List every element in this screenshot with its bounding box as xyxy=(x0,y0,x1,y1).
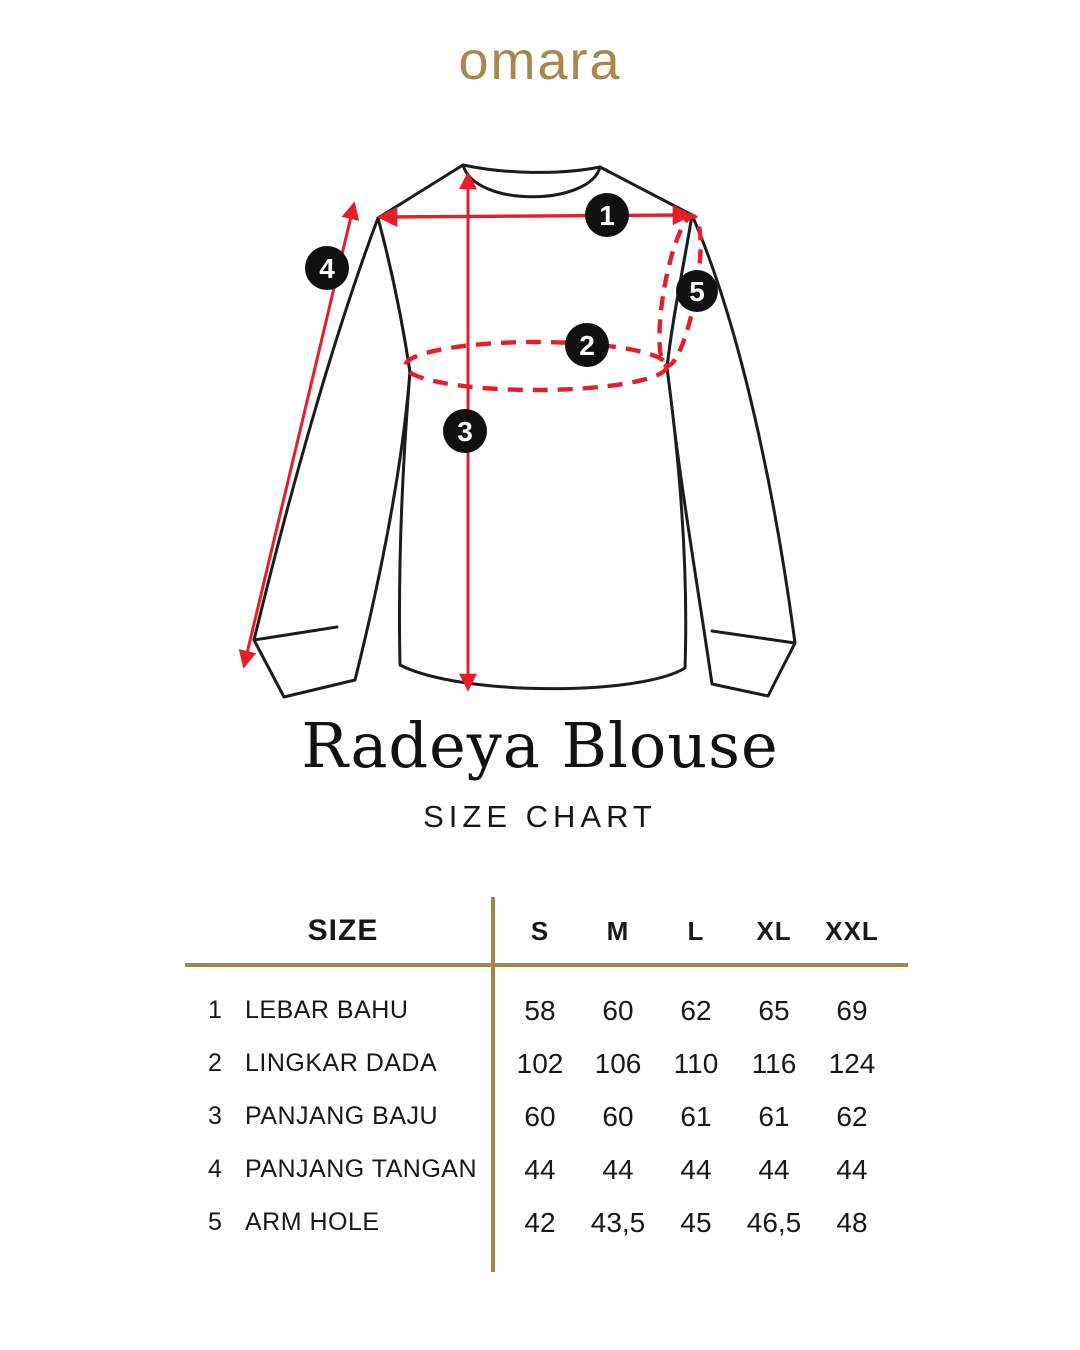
shoulder-width-arrow xyxy=(380,215,690,217)
size-value: 43,5 xyxy=(590,1206,646,1238)
badge-number-2: 2 xyxy=(579,330,595,361)
size-col-header-s: S xyxy=(530,915,550,946)
badge-number-1: 1 xyxy=(599,200,615,231)
badge-number-5: 5 xyxy=(689,276,705,307)
size-value: 124 xyxy=(828,1047,876,1079)
size-value: 60 xyxy=(524,1100,556,1132)
measurement-badge-3 xyxy=(443,409,487,453)
size-value: 42 xyxy=(524,1206,556,1238)
left-sleeve xyxy=(254,218,410,697)
row-number: 2 xyxy=(208,1049,222,1077)
size-value: 44 xyxy=(524,1153,556,1185)
size-value: 58 xyxy=(524,994,556,1026)
size-col-header-l: L xyxy=(687,915,705,946)
table-row-lingkar-dada xyxy=(185,1037,908,1090)
product-title: Radeya Blouse xyxy=(301,709,779,782)
row-label-cell xyxy=(185,996,501,1025)
size-value: 60 xyxy=(602,1100,634,1132)
size-table-body xyxy=(185,984,908,1249)
table-row-panjang-tangan xyxy=(185,1143,908,1196)
measurement-badge-2 xyxy=(565,323,609,367)
row-label-cell xyxy=(185,1102,501,1131)
chart-subtitle: SIZE CHART xyxy=(423,799,657,834)
size-value: 62 xyxy=(836,1100,868,1132)
size-value: 65 xyxy=(758,994,790,1026)
row-number: 3 xyxy=(208,1102,222,1130)
row-number: 4 xyxy=(208,1155,222,1183)
size-value: 69 xyxy=(836,994,868,1026)
row-label-cell xyxy=(185,1155,501,1184)
brand-logo: omara xyxy=(458,31,622,91)
measurement-badge-4 xyxy=(305,246,349,290)
row-label-cell xyxy=(185,1208,501,1237)
measurement-badge-5 xyxy=(676,270,718,312)
row-number: 5 xyxy=(208,1208,222,1236)
size-header-label: SIZE xyxy=(307,914,379,947)
size-col-header-xl: XL xyxy=(756,915,792,946)
size-value: 45 xyxy=(680,1206,712,1238)
row-number: 1 xyxy=(208,996,222,1024)
size-value: 46,5 xyxy=(746,1206,802,1238)
badge-number-3: 3 xyxy=(457,416,473,447)
size-value: 110 xyxy=(673,1047,719,1079)
size-value: 62 xyxy=(680,994,712,1026)
size-value: 60 xyxy=(602,994,634,1026)
blouse-body-outline xyxy=(378,165,692,689)
size-table-header xyxy=(185,900,908,962)
row-label-cell xyxy=(185,1049,501,1078)
table-row-lebar-bahu xyxy=(185,984,908,1037)
table-row-panjang-baju xyxy=(185,1090,908,1143)
size-value: 44 xyxy=(758,1153,790,1185)
blouse-illustration xyxy=(220,140,840,710)
size-col-header-m: M xyxy=(606,915,630,946)
size-value: 116 xyxy=(751,1047,797,1079)
size-value: 61 xyxy=(680,1100,712,1132)
size-value: 106 xyxy=(594,1047,642,1079)
row-label: PANJANG TANGAN xyxy=(245,1155,478,1183)
row-label: PANJANG BAJU xyxy=(245,1102,439,1130)
size-col-header-xxl: XXL xyxy=(825,915,879,946)
size-value: 48 xyxy=(836,1206,868,1238)
badge-number-4: 4 xyxy=(319,253,335,284)
size-value: 61 xyxy=(758,1100,790,1132)
blouse-measurement-diagram xyxy=(220,140,840,710)
row-label: LINGKAR DADA xyxy=(245,1049,438,1077)
size-value: 44 xyxy=(836,1153,868,1185)
size-table xyxy=(185,900,908,1249)
size-value: 44 xyxy=(680,1153,712,1185)
size-value: 102 xyxy=(516,1047,564,1079)
row-label: LEBAR BAHU xyxy=(245,996,409,1024)
measurement-badge-1 xyxy=(585,193,629,237)
row-label: ARM HOLE xyxy=(245,1208,380,1236)
table-row-arm-hole xyxy=(185,1196,908,1249)
size-value: 44 xyxy=(602,1153,634,1185)
